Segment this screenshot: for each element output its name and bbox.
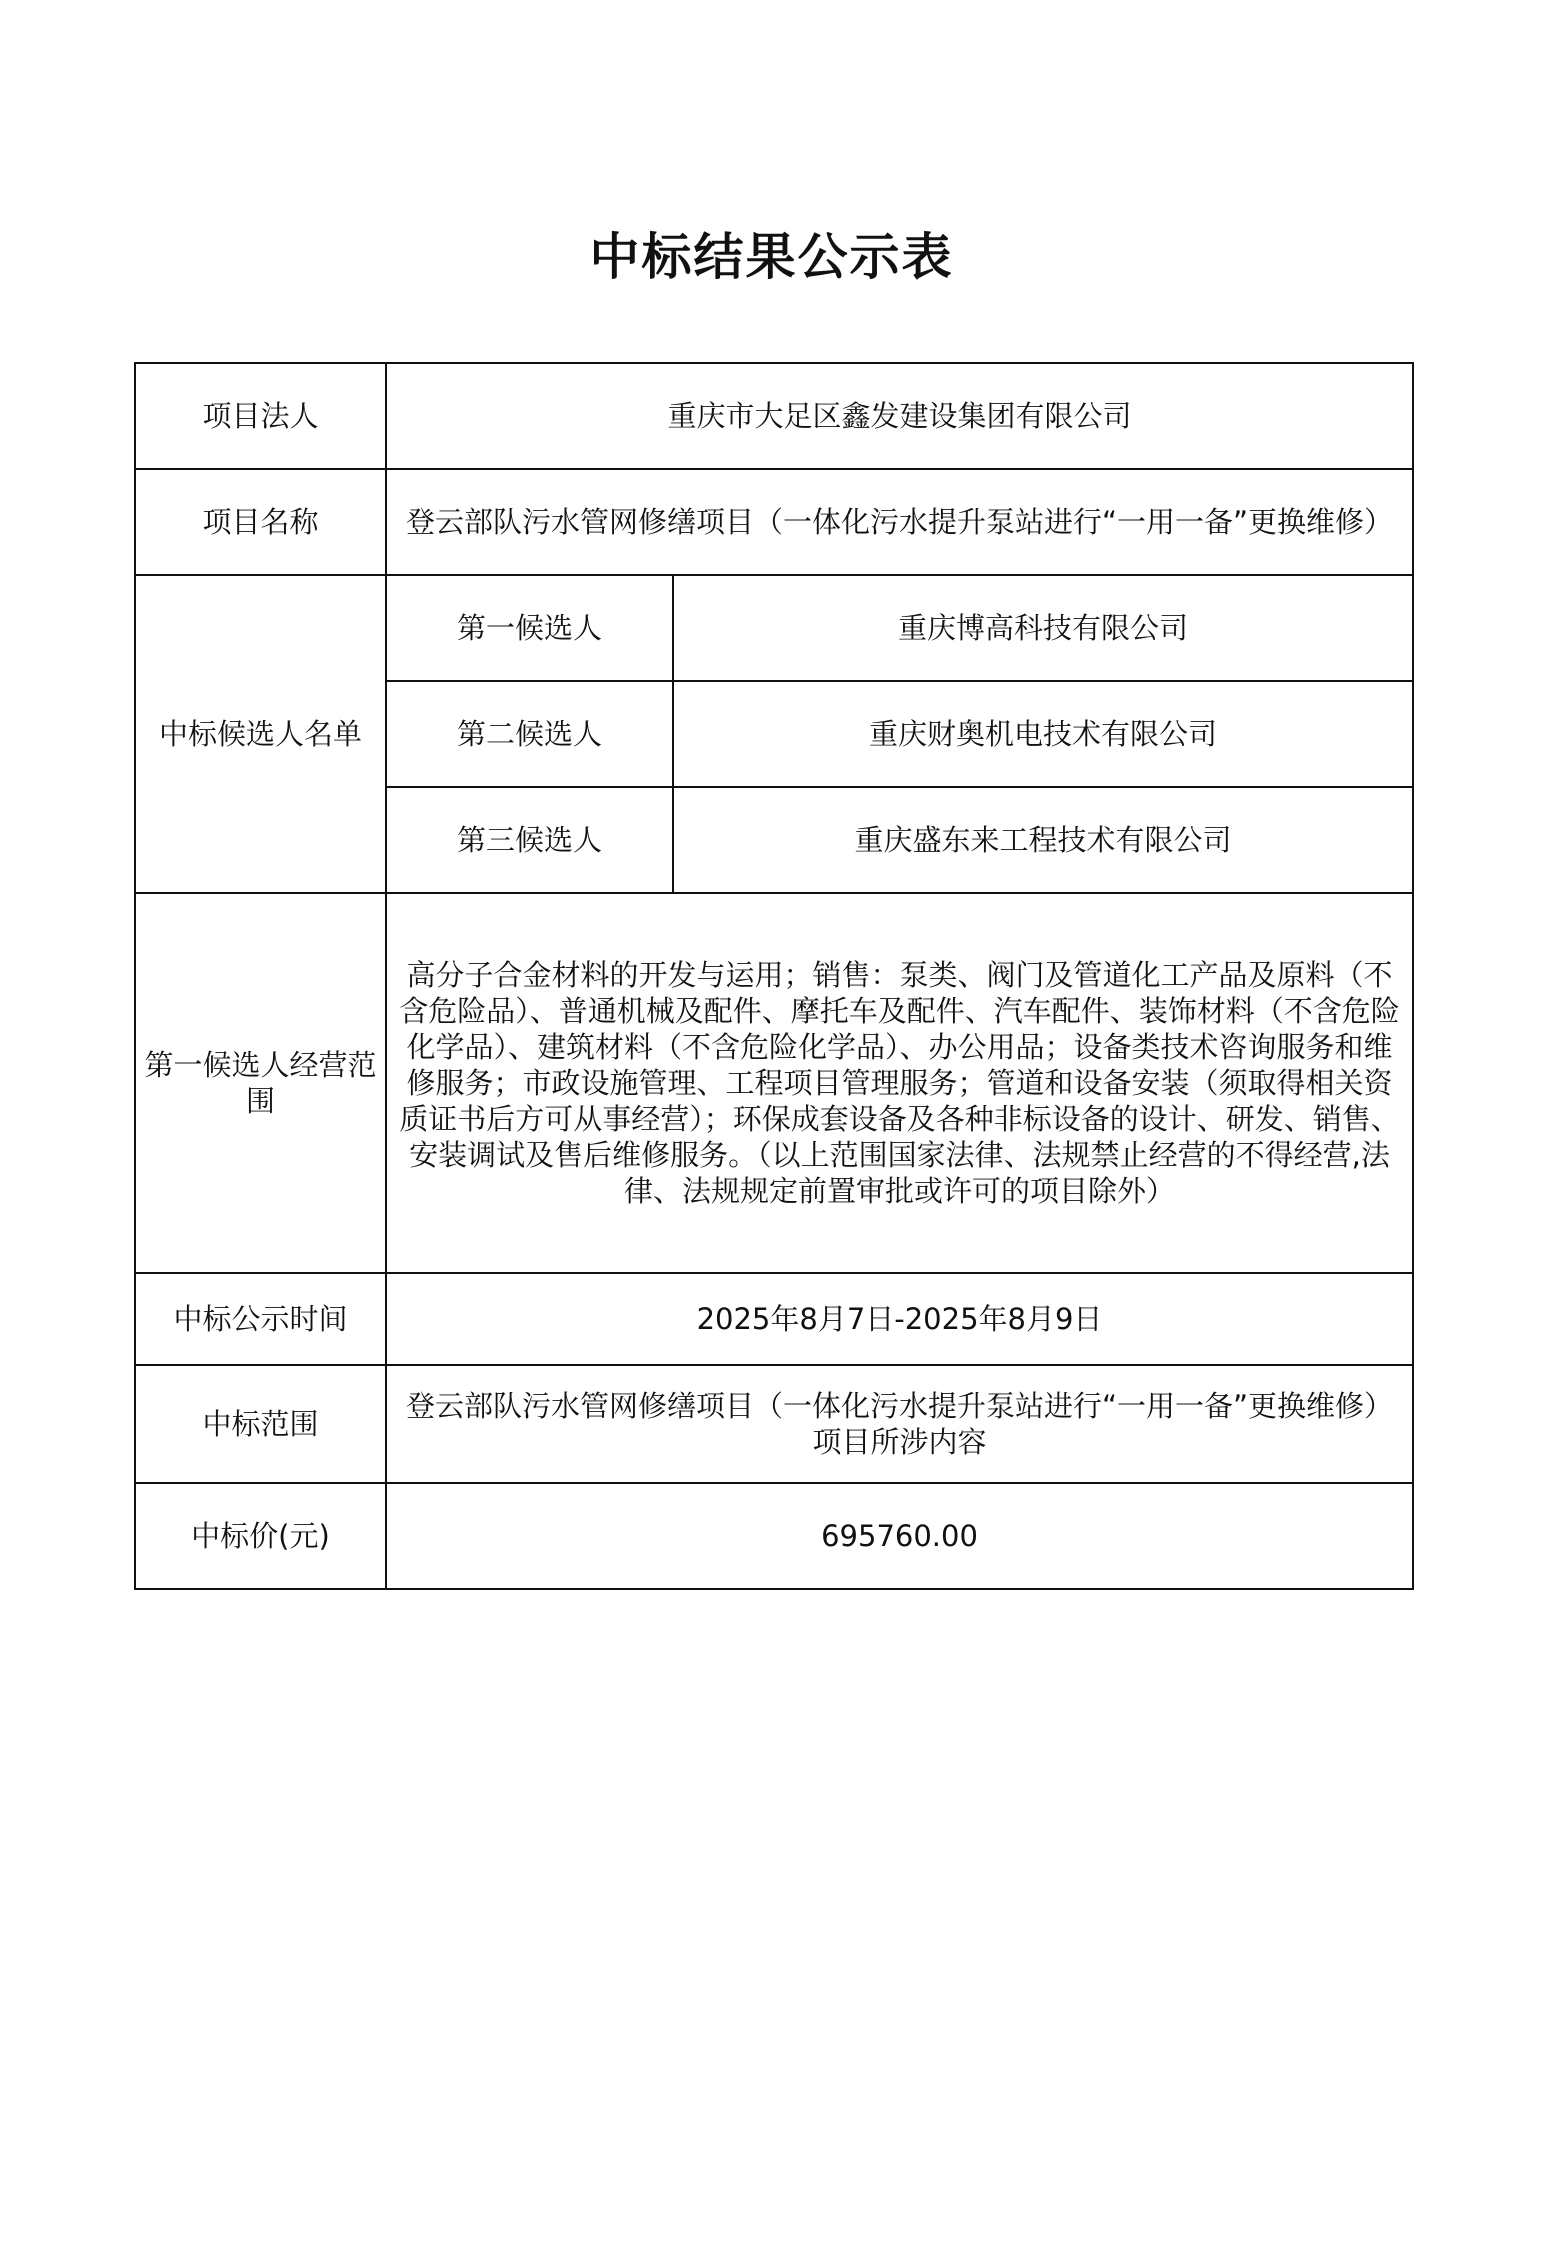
table-row <box>135 1483 1413 1589</box>
legal-person-label: 项目法人 <box>135 363 386 469</box>
candidate-2-company: 重庆财奥机电技术有限公司 <box>673 681 1413 787</box>
bid-price-label: 中标价(元) <box>135 1483 386 1589</box>
table-row <box>135 469 1413 575</box>
legal-person-value: 重庆市大足区鑫发建设集团有限公司 <box>386 363 1413 469</box>
table-row <box>135 893 1413 1273</box>
bid-price-value: 695760.00 <box>386 1483 1413 1589</box>
candidate-3-company: 重庆盛东来工程技术有限公司 <box>673 787 1413 893</box>
publicity-period-value: 2025年8月7日-2025年8月9日 <box>386 1273 1413 1365</box>
publicity-period-label: 中标公示时间 <box>135 1273 386 1365</box>
business-scope-label: 第一候选人经营范围 <box>135 893 386 1273</box>
bid-scope-label: 中标范围 <box>135 1365 386 1483</box>
project-name-value: 登云部队污水管网修缮项目（一体化污水提升泵站进行“一用一备”更换维修） <box>386 469 1413 575</box>
bid-result-table <box>134 362 1414 1590</box>
table-row <box>135 1365 1413 1483</box>
table-row <box>135 575 1413 681</box>
candidate-1-company: 重庆博高科技有限公司 <box>673 575 1413 681</box>
business-scope-value: 高分子合金材料的开发与运用；销售：泵类、阀门及管道化工产品及原料（不含危险品）、普通机械及配件、摩托车及配件、汽车配件、装饰材料（不含危险化学品）、建筑材料（不含危险化学品）、办公用品；设备类技术咨询服务和维修服务；市政设施管理、工程项目管理服务；管道和设备安装（须取得相关资质证书后方可从事经营）；环保成套设备及各种非标设备的设计、研发、销售、安装调试及售后维修服务。（以上范围国家法律、法规禁止经营的不得经营,法律、法规规定前置审批或许可的项目除外） <box>386 893 1413 1273</box>
bid-scope-value: 登云部队污水管网修缮项目（一体化污水提升泵站进行“一用一备”更换维修）项目所涉内容 <box>386 1365 1413 1483</box>
project-name-label: 项目名称 <box>135 469 386 575</box>
candidate-3-rank: 第三候选人 <box>386 787 673 893</box>
table-row <box>135 363 1413 469</box>
candidate-1-rank: 第一候选人 <box>386 575 673 681</box>
page-title: 中标结果公示表 <box>589 228 954 286</box>
table-row <box>135 1273 1413 1365</box>
candidates-label: 中标候选人名单 <box>135 575 386 893</box>
candidate-2-rank: 第二候选人 <box>386 681 673 787</box>
